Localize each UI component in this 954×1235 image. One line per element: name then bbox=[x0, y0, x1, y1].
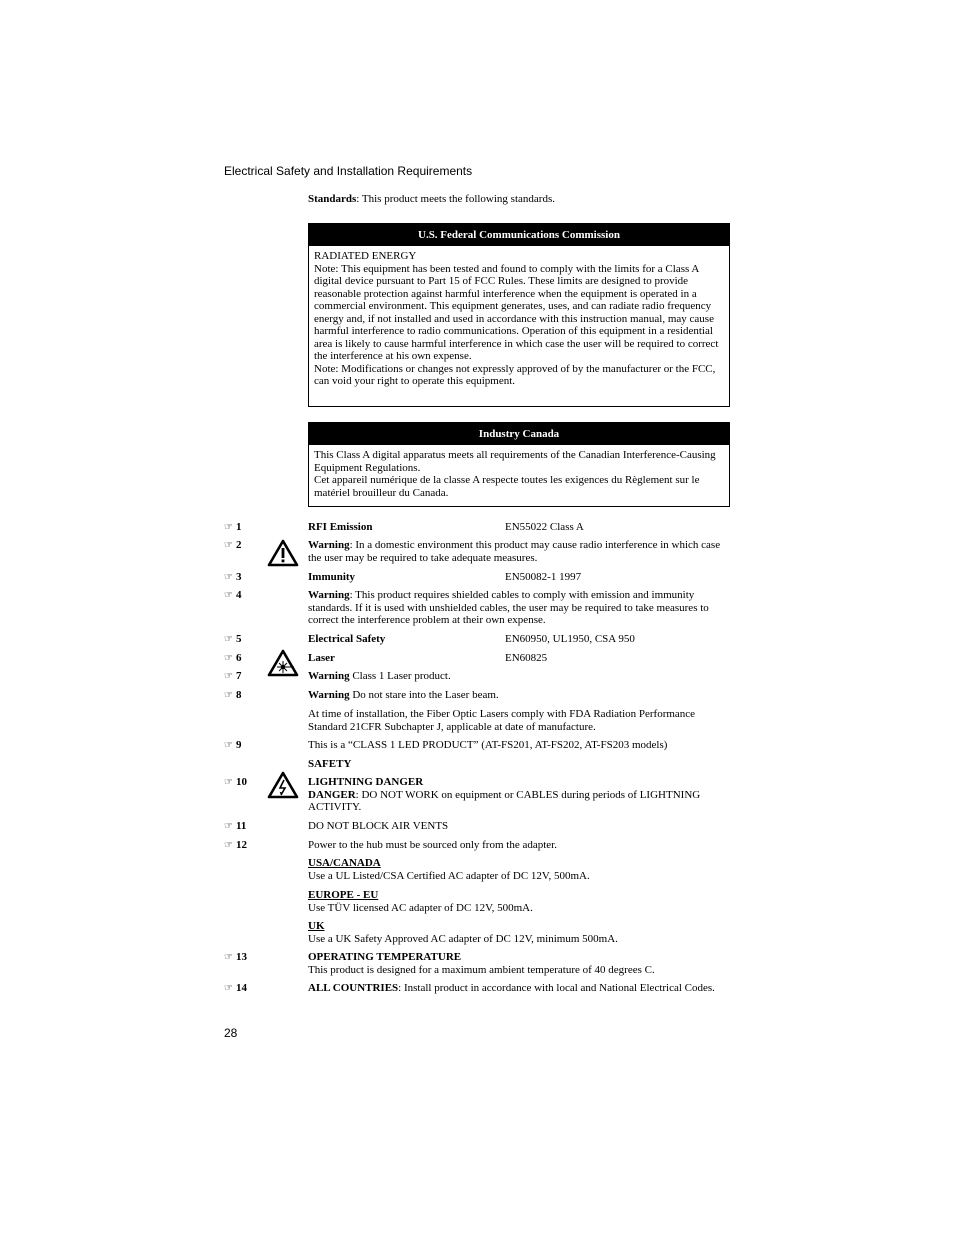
item-text: DO NOT BLOCK AIR VENTS bbox=[308, 820, 449, 832]
canada-english: This Class A digital apparatus meets all requirements of the Canadian Interference-Causing Equipment Regulations. bbox=[314, 449, 716, 474]
pointing-hand-icon: ☞ bbox=[224, 634, 232, 645]
item-value: EN60825 bbox=[505, 652, 548, 664]
pointing-hand-icon: ☞ bbox=[224, 572, 232, 583]
item-label: Immunity bbox=[308, 571, 356, 583]
item-ref: ☞ 1 bbox=[224, 521, 242, 533]
item-label: Laser bbox=[308, 652, 335, 664]
item-value: EN50082-1 1997 bbox=[505, 571, 582, 583]
fcc-box bbox=[308, 223, 730, 407]
item-ref: ☞ 7 bbox=[224, 670, 242, 682]
item-ref: ☞ 3 bbox=[224, 571, 242, 583]
fcc-box-title: U.S. Federal Communications Commission bbox=[309, 224, 729, 246]
item-ref: ☞ 2 bbox=[224, 539, 242, 551]
item-text: This is a “CLASS 1 LED PRODUCT” (AT-FS201, AT-FS202, AT-FS203 models) bbox=[308, 739, 668, 751]
pointing-hand-icon: ☞ bbox=[224, 590, 232, 601]
item-ref: ☞ 6 bbox=[224, 652, 242, 664]
standards-intro bbox=[308, 192, 555, 206]
pointing-hand-icon: ☞ bbox=[224, 777, 232, 788]
pointing-hand-icon: ☞ bbox=[224, 740, 232, 751]
pointing-hand-icon: ☞ bbox=[224, 952, 232, 963]
item-ref: ☞ 5 bbox=[224, 633, 242, 645]
lightning-warning-icon bbox=[267, 771, 299, 799]
canada-box bbox=[308, 422, 730, 507]
pointing-hand-icon: ☞ bbox=[224, 821, 232, 832]
fcc-radiated-energy: RADIATED ENERGY bbox=[314, 250, 417, 262]
pointing-hand-icon: ☞ bbox=[224, 540, 232, 551]
item-text: EUROPE - EU Use TÜV licensed AC adapter of DC 12V, 500mA. bbox=[308, 889, 533, 914]
item-text: OPERATING TEMPERATURE This product is designed for a maximum ambient temperature of 40 degrees C. bbox=[308, 951, 655, 976]
item-ref: ☞ 11 bbox=[224, 820, 247, 832]
item-ref: ☞ 12 bbox=[224, 839, 247, 851]
item-label: Electrical Safety bbox=[308, 633, 386, 645]
item-text: Warning: This product requires shielded cables to comply with emission and immunity standards. If it is used with unshielded cables, the user may be required to take measures to correct the interference problem at their own expense. bbox=[308, 589, 709, 626]
fcc-note-1: Note: This equipment has been tested and found to comply with the limits for a Class A digital device pursuant to Part 15 of FCC Rules. These limits are designed to provide reasonable protection against harmful interference when the equipment is operated in a commercial environment. This equipment generates, uses, and can radiate radio frequency energy and, if not installed and used in accordance with this instruction manual, may cause harmful interference to radio communications. Operation of this equipment in a residential area is likely to cause harmful interference in which case the user will be required to correct the interference at his own expense. bbox=[314, 262, 719, 362]
pointing-hand-icon: ☞ bbox=[224, 983, 232, 994]
item-ref: ☞ 13 bbox=[224, 951, 247, 963]
pointing-hand-icon: ☞ bbox=[224, 840, 232, 851]
pointing-hand-icon: ☞ bbox=[224, 671, 232, 682]
item-text: Power to the hub must be sourced only from the adapter. bbox=[308, 839, 557, 851]
safety-heading: SAFETY bbox=[308, 758, 352, 770]
item-text: LIGHTNING DANGER DANGER: DO NOT WORK on equipment or CABLES during periods of LIGHTNING ACTIVITY. bbox=[308, 776, 701, 813]
item-ref: ☞ 9 bbox=[224, 739, 242, 751]
item-text: Warning Do not stare into the Laser beam. bbox=[308, 689, 499, 701]
item-text: USA/CANADA Use a UL Listed/CSA Certified AC adapter of DC 12V, 500mA. bbox=[308, 857, 590, 882]
item-value: EN55022 Class A bbox=[505, 521, 584, 533]
item-ref: ☞ 8 bbox=[224, 689, 242, 701]
item-text: UK Use a UK Safety Approved AC adapter of DC 12V, minimum 500mA. bbox=[308, 920, 618, 945]
item-ref: ☞ 14 bbox=[224, 982, 247, 994]
pointing-hand-icon: ☞ bbox=[224, 690, 232, 701]
fcc-box-body bbox=[309, 246, 729, 394]
pointing-hand-icon: ☞ bbox=[224, 522, 232, 533]
page-number: 28 bbox=[224, 1026, 238, 1040]
item-text: Warning Class 1 Laser product. bbox=[308, 670, 451, 682]
fcc-note-2: Note: Modifications or changes not expressly approved of by the manufacturer or the FCC, can void your right to operate this equipment. bbox=[314, 362, 716, 387]
item-text: At time of installation, the Fiber Optic Lasers comply with FDA Radiation Performance Standard 21CFR Subchapter J, applicable at date of manufacture. bbox=[308, 708, 696, 733]
running-header: Electrical Safety and Installation Requirements bbox=[224, 164, 473, 178]
item-text: ALL COUNTRIES: Install product in accordance with local and National Electrical Codes. bbox=[308, 982, 715, 994]
laser-warning-icon bbox=[267, 649, 299, 677]
item-label: RFI Emission bbox=[308, 521, 373, 533]
canada-french: Cet appareil numérique de la classe A respecte toutes les exigences du Règlement sur le matériel brouilleur du Canada. bbox=[314, 474, 700, 499]
canada-box-body bbox=[309, 445, 729, 505]
item-text: Warning: In a domestic environment this product may cause radio interference in which case the user may be required to take adequate measures. bbox=[308, 539, 721, 564]
warning-triangle-icon bbox=[267, 539, 299, 567]
item-ref: ☞ 4 bbox=[224, 589, 242, 601]
standards-label: Standards bbox=[308, 193, 357, 205]
item-value: EN60950, UL1950, CSA 950 bbox=[505, 633, 635, 645]
canada-box-title: Industry Canada bbox=[309, 423, 729, 445]
pointing-hand-icon: ☞ bbox=[224, 653, 232, 664]
item-ref: ☞ 10 bbox=[224, 776, 247, 788]
standards-text: : This product meets the following standards. bbox=[356, 193, 555, 205]
